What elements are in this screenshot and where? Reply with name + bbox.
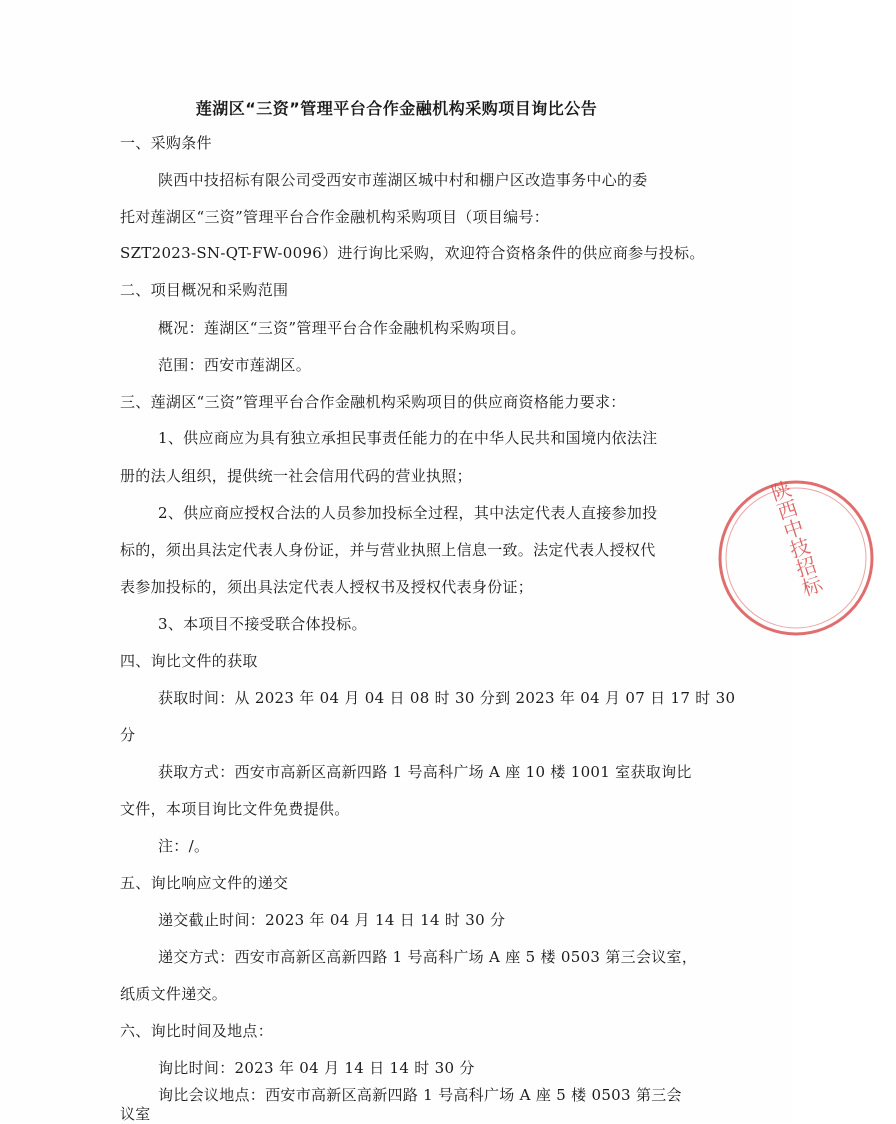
paragraph-line: 陕西中技招标有限公司受西安市莲湖区城中村和棚户区改造事务中心的委 — [158, 171, 648, 189]
paragraph-line: 询比会议地点：西安市高新区高新四路 1 号高科广场 A 座 5 楼 0503 第三会 — [158, 1086, 682, 1104]
section-heading-6: 六、询比时间及地点： — [120, 1022, 274, 1040]
section-heading-2: 二、项目概况和采购范围 — [120, 281, 289, 299]
document-title: 莲湖区“三资”管理平台合作金融机构采购项目询比公告 — [195, 99, 598, 118]
paragraph-line: 标的，须出具法定代表人身份证，并与营业执照上信息一致。法定代表人授权代 — [120, 541, 656, 559]
paragraph-line: 3、本项目不接受联合体投标。 — [158, 615, 367, 633]
paragraph-line: 议室 — [120, 1105, 151, 1123]
paragraph-line: 递交截止时间：2023 年 04 月 14 日 14 时 30 分 — [158, 911, 506, 929]
paragraph-line: 托对莲湖区“三资”管理平台合作金融机构采购项目（项目编号： — [120, 208, 550, 226]
section-heading-4: 四、询比文件的获取 — [120, 652, 258, 670]
paragraph-line: 概况：莲湖区“三资”管理平台合作金融机构采购项目。 — [158, 319, 526, 337]
paragraph-line: 册的法人组织，提供统一社会信用代码的营业执照； — [120, 467, 472, 485]
paragraph-line: SZT2023-SN-QT-FW-0096）进行询比采购，欢迎符合资格条件的供应商参与投标。 — [120, 244, 705, 262]
paragraph-line: 1、供应商应为具有独立承担民事责任能力的在中华人民共和国境内依法注 — [158, 429, 658, 447]
paragraph-line: 范围：西安市莲湖区。 — [158, 356, 312, 374]
section-heading-5: 五、询比响应文件的递交 — [120, 874, 289, 892]
paragraph-line: 表参加投标的，须出具法定代表人授权书及授权代表身份证； — [120, 578, 534, 596]
paragraph-line: 2、供应商应授权合法的人员参加投标全过程，其中法定代表人直接参加投 — [158, 504, 658, 522]
paragraph-line: 询比时间：2023 年 04 月 14 日 14 时 30 分 — [158, 1059, 475, 1077]
paragraph-line: 获取时间：从 2023 年 04 月 04 日 08 时 30 分到 2023 年 04 月 07 日 17 时 30 — [158, 689, 736, 707]
section-heading-3: 三、莲湖区“三资”管理平台合作金融机构采购项目的供应商资格能力要求： — [120, 393, 626, 411]
paragraph-line: 递交方式：西安市高新区高新四路 1 号高科广场 A 座 5 楼 0503 第三会议室， — [158, 948, 698, 966]
paragraph-line: 分 — [120, 726, 136, 744]
seal-text: 陕西中技招标 — [765, 477, 826, 600]
section-heading-1: 一、采购条件 — [120, 134, 212, 152]
paragraph-line: 纸质文件递交。 — [120, 985, 228, 1003]
paragraph-line: 注：/。 — [158, 837, 210, 855]
paragraph-line: 获取方式：西安市高新区高新四路 1 号高科广场 A 座 10 楼 1001 室获取询比 — [158, 763, 692, 781]
paragraph-line: 文件，本项目询比文件免费提供。 — [120, 800, 350, 818]
